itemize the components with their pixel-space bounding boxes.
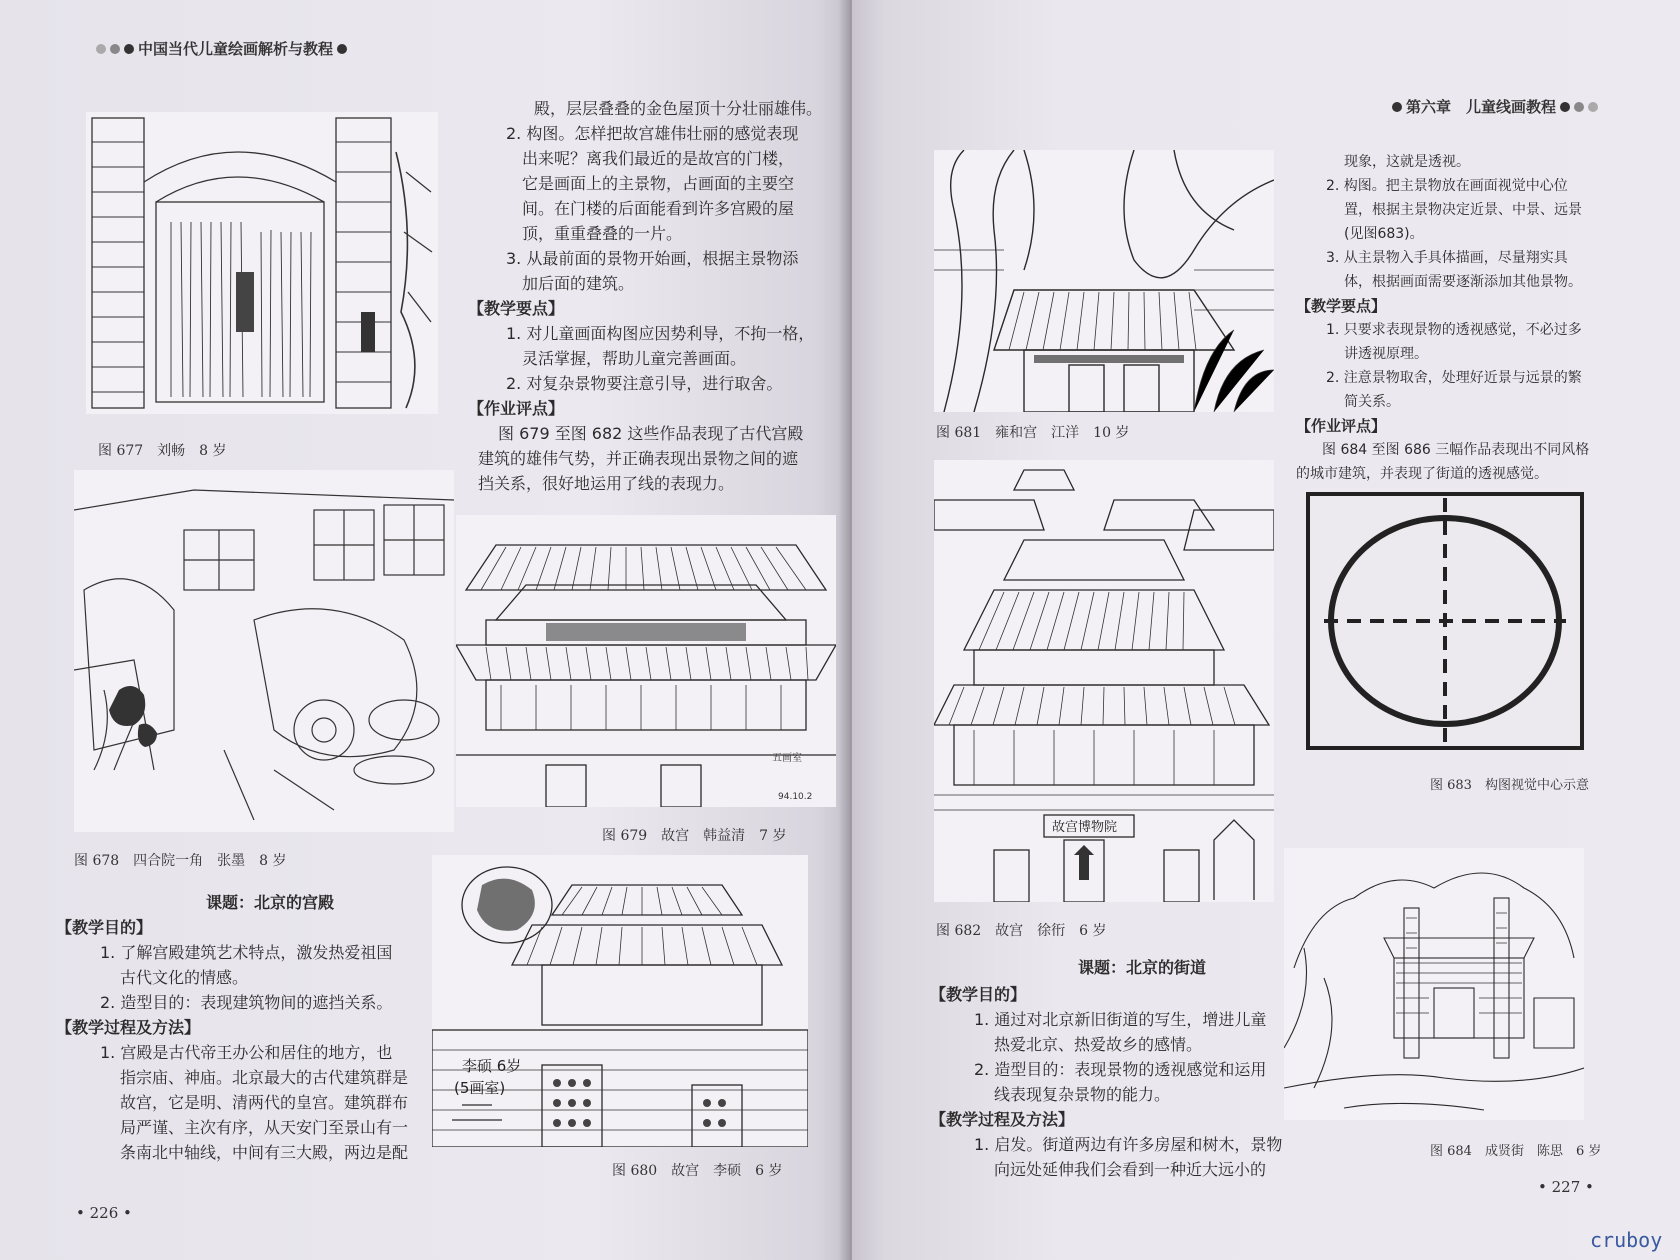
bullet-dot-icon [1574,102,1584,112]
text-line: 现象，这就是透视。 [1344,154,1470,170]
figure-680-drawing [432,855,808,1147]
bullet-dot-icon [110,44,120,54]
text-line: 古代文化的情感。 [120,968,249,987]
figure-678-drawing [74,470,454,832]
text-line: 1. 对儿童画面构图应因势利导，不拘一格， [506,324,815,343]
left-text-lower [56,915,426,1165]
caption-fig-682: 图 682 故宫 徐衎 6 岁 [936,923,1107,939]
text-line: 建筑的雄伟气势，并正确表现出景物之间的遮 [478,449,799,468]
teaching-points-heading: 【教学要点】 [468,299,565,318]
text-line: 热爱北京、热爱故乡的感情。 [994,1035,1203,1054]
figure-677-drawing [86,112,438,414]
text-line: 图 679 至图 682 这些作品表现了古代宫殿 [498,424,804,443]
text-line: 顶，重重叠叠的一片。 [522,224,683,243]
process-heading: 【教学过程及方法】 [930,1110,1075,1129]
text-line: 1. 启发。街道两边有许多房屋和树木，景物 [974,1135,1283,1154]
text-line: 的城市建筑，并表现了街道的透视感觉。 [1296,466,1548,482]
running-head-text: 第六章 儿童线画教程 [1406,98,1557,116]
palace-drawing-image [456,515,836,807]
palace-gate-drawing-image [432,855,808,1147]
aim-heading: 【教学目的】 [930,985,1027,1004]
text-line: 1. 通过对北京新旧街道的写生，增进儿童 [974,1010,1267,1029]
bullet-dot-icon [1560,102,1570,112]
text-line: (见图683)。 [1344,226,1424,242]
text-line: 讲透视原理。 [1344,346,1428,362]
courtyard-drawing-image [74,470,454,832]
fig680-studio-text: (5画室) [454,1079,506,1097]
figure-684-drawing [1284,848,1584,1120]
text-line: 故宫，它是明、清两代的皇宫。建筑群布 [120,1093,409,1112]
figure-679-drawing [456,515,836,807]
left-text-top [468,96,828,496]
figure-683-diagram [1304,490,1586,752]
bullet-dot-icon [1588,102,1598,112]
text-line: 1. 了解宫殿建筑艺术特点，激发热爱祖国 [100,943,393,962]
left-running-head [96,38,347,59]
right-running-head [1392,96,1598,117]
caption-fig-677: 图 677 刘畅 8 岁 [98,443,227,459]
figure-681-drawing [934,150,1274,412]
doorway-drawing-image [86,112,438,414]
text-line: 灵活掌握，帮助儿童完善画面。 [522,349,747,368]
text-line: 3. 从最前面的景物开始画，根据主景物添 [506,249,799,268]
right-text-lower [930,982,1300,1182]
fig679-date-text: 94.10.2 [778,792,813,802]
bullet-dot-icon [337,44,347,54]
fig680-sign-text: 李硕 6岁 [462,1057,522,1075]
text-line: 指宗庙、神庙。北京最大的古代建筑群是 [120,1068,409,1087]
text-line: 简关系。 [1344,394,1400,410]
text-line: 2. 造型目的：表现建筑物间的遮挡关系。 [100,993,393,1012]
comment-heading: 【作业评点】 [1296,417,1387,435]
text-line: 殿，层层叠叠的金色屋顶十分壮丽雄伟。 [534,99,823,118]
caption-fig-679: 图 679 故宫 韩益清 7 岁 [602,828,787,844]
caption-fig-684: 图 684 成贤街 陈思 6 岁 [1430,1144,1602,1159]
right-text-top [1296,150,1656,486]
text-line: 置，根据主景物决定近景、中景、远景 [1344,202,1582,218]
text-line: 1. 宫殿是古代帝王办公和居住的地方，也 [100,1043,393,1062]
visual-center-diagram-image [1304,490,1586,752]
text-line: 出来呢？离我们最近的是故宫的门楼， [522,149,795,168]
lesson-title: 课题：北京的街道 [1077,958,1206,977]
text-line: 条南北中轴线，中间有三大殿，两边是配 [120,1143,409,1162]
teaching-points-heading: 【教学要点】 [1296,297,1387,315]
process-heading: 【教学过程及方法】 [56,1018,201,1037]
text-line: 2. 构图。把主景物放在画面视觉中心位 [1326,178,1568,194]
figure-682-drawing [934,460,1274,902]
right-page [852,0,1680,1260]
lesson-title: 课题：北京的宫殿 [205,893,334,912]
bullet-dot-icon [124,44,134,54]
text-line: 线表现复杂景物的能力。 [994,1085,1171,1104]
text-line: 2. 造型目的：表现景物的透视感觉和运用 [974,1060,1267,1079]
caption-fig-683: 图 683 构图视觉中心示意 [1430,778,1589,793]
text-line: 间。在门楼的后面能看到许多宫殿的屋 [522,199,795,218]
aim-heading: 【教学目的】 [56,918,153,937]
comment-heading: 【作业评点】 [468,399,565,418]
text-line: 图 684 至图 686 三幅作品表现出不同风格 [1322,442,1590,458]
text-line: 3. 从主景物入手具体描画，尽量翔实具 [1326,250,1568,266]
bullet-dot-icon [96,44,106,54]
text-line: 它是画面上的主景物，占画面的主要空 [522,174,795,193]
text-line: 向远处延伸我们会看到一种近大远小的 [994,1160,1267,1179]
fig682-sign-text: 故宫博物院 [1052,820,1118,835]
text-line: 2. 对复杂景物要注意引导，进行取舍。 [506,374,783,393]
forbidden-city-drawing-image [934,460,1274,902]
text-line: 1. 只要求表现景物的透视感觉，不必过多 [1326,322,1582,338]
text-line: 体，根据画面需要逐渐添加其他景物。 [1344,274,1582,290]
caption-fig-678: 图 678 四合院一角 张墨 8 岁 [74,853,287,869]
right-page-number: • 227 • [1538,1178,1594,1196]
text-line: 2. 构图。怎样把故宫雄伟壮丽的感觉表现 [506,124,799,143]
left-page-number: • 226 • [76,1204,132,1222]
watermark-text: cruboy [1590,1228,1663,1252]
temple-tree-drawing-image [934,150,1274,412]
street-drawing-image [1284,848,1584,1120]
text-line: 局严谨、主次有序，从天安门至景山有一 [120,1118,409,1137]
fig679-sign-text: 五画室 [772,753,802,764]
caption-fig-680: 图 680 故宫 李硕 6 岁 [612,1163,783,1179]
bullet-dot-icon [1392,102,1402,112]
text-line: 挡关系，很好地运用了线的表现力。 [478,474,735,493]
text-line: 2. 注意景物取舍，处理好近景与远景的繁 [1326,370,1582,386]
caption-fig-681: 图 681 雍和宫 江洋 10 岁 [936,425,1130,441]
running-head-text: 中国当代儿童绘画解析与教程 [138,40,334,58]
text-line: 加后面的建筑。 [522,274,635,293]
